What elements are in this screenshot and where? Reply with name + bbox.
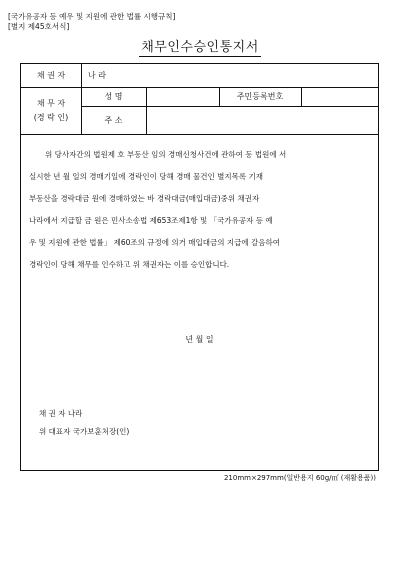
date-line: 년 월 일 [185, 335, 214, 344]
resident-number-label: 주민등록번호 [236, 92, 284, 101]
notice-form [20, 63, 379, 471]
debtor-label-line1: 채 무 자 [36, 98, 66, 108]
creditor-value: 나 라 [88, 71, 106, 80]
body-line: 경락인이 당해 채무를 인수하고 위 채권자는 이를 승인합니다. [29, 260, 230, 269]
name-value[interactable] [146, 87, 219, 106]
law-reference: [국가유공자 등 예우 및 지원에 관한 법률 시행규칙] [8, 12, 176, 21]
creditor-label: 채 권 자 [36, 71, 66, 80]
signature-representative: 위 대표자 국가보훈처장(인) [39, 427, 130, 436]
signature-creditor: 채 권 자 나라 [39, 409, 83, 418]
notice-body [29, 144, 369, 276]
form-number: [별지 제45호서식] [8, 22, 70, 31]
name-label: 성 명 [104, 92, 123, 101]
body-line: 우 및 지원에 관한 법률」 제60조의 규정에 의거 매입대금의 지급에 갈음하여 [29, 238, 280, 247]
body-line: 나라에서 지급할 금 원은 민사소송법 제653조제1항 및 「국가유공자 등 예 [29, 216, 273, 225]
debtor-label-line2: (경 락 인) [33, 112, 69, 122]
document-title-wrap [0, 36, 400, 55]
resident-number-value[interactable] [301, 87, 378, 106]
address-value[interactable] [146, 106, 378, 134]
address-label: 주 소 [104, 115, 123, 125]
body-line: 위 당사자간의 법원제 호 부동산 임의 경매신청사건에 관하여 동 법원에 서 [45, 150, 287, 159]
body-line: 실시한 년 월 일의 경매기일에 경락인이 당해 경매 물건인 별지목록 기재 [29, 172, 263, 181]
paper-spec-footer: 210mm×297mm(일반용지 60g/㎡ (재활용품)) [223, 474, 376, 482]
document-title: 채무인수승인통지서 [141, 40, 259, 55]
rule-table-bottom [21, 134, 378, 135]
debtor-label [21, 87, 81, 134]
body-line: 부동산을 경락대금 원에 경매하였는 바 경락대금(매입대금)중위 채권자 [29, 194, 260, 203]
